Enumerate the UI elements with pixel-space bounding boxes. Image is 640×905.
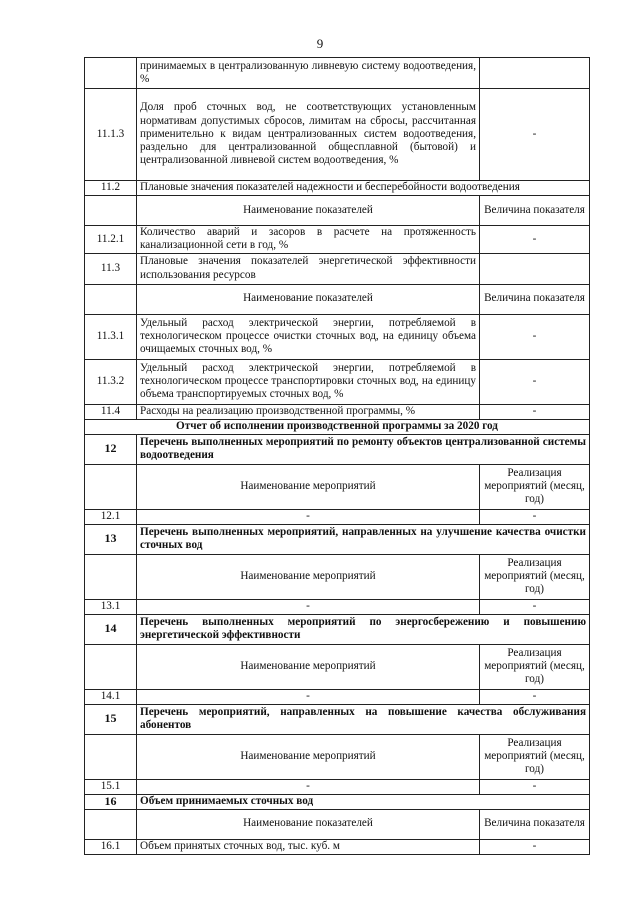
table-row — [85, 58, 590, 89]
column-header-row — [85, 734, 590, 779]
section-title: Перечень выполненных мероприятий по ремонту объектов централизованной системы водоотведения — [137, 434, 590, 464]
row-text: Удельный расход электрической энергии, потребляемой в технологическом процессе очистки сточных вод, на единицу объема очищаемых сточных вод, % — [137, 314, 480, 359]
table-row — [85, 89, 590, 181]
report-title-row — [85, 419, 590, 434]
section-row — [85, 524, 590, 554]
row-text: Плановые значения показателей энергетической эффективности использования ресурсов — [137, 253, 480, 284]
section-number: 13 — [85, 524, 137, 554]
row-value: - — [480, 509, 590, 524]
column-header-row — [85, 284, 590, 314]
row-number: 16.1 — [85, 839, 137, 854]
table-row — [85, 359, 590, 404]
row-number: 11.3.2 — [85, 359, 137, 404]
section-title: Перечень мероприятий, направленных на повышение качества обслуживания абонентов — [137, 704, 590, 734]
row-text: Плановые значения показателей надежности и бесперебойности водоотведения — [137, 181, 590, 196]
row-number: 12.1 — [85, 509, 137, 524]
row-number: 14.1 — [85, 689, 137, 704]
table-row — [85, 689, 590, 704]
row-value: - — [480, 599, 590, 614]
row-text: принимаемых в централизованную ливневую систему водоотведения, % — [137, 58, 480, 89]
column-header-name: Наименование мероприятий — [137, 734, 480, 779]
row-value: - — [480, 779, 590, 794]
row-text: Расходы на реализацию производственной программы, % — [137, 404, 480, 419]
row-text: Количество аварий и засоров в расчете на протяженность канализационной сети в год, % — [137, 226, 480, 254]
column-header-name: Наименование мероприятий — [137, 644, 480, 689]
row-value — [480, 58, 590, 89]
section-number: 15 — [85, 704, 137, 734]
table-row — [85, 779, 590, 794]
row-number: 11.2 — [85, 181, 137, 196]
column-header-name: Наименование показателей — [137, 284, 480, 314]
column-header-name: Наименование мероприятий — [137, 554, 480, 599]
column-header-value: Величина показателя — [480, 284, 590, 314]
row-value: - — [480, 314, 590, 359]
row-text: - — [137, 779, 480, 794]
row-text: Доля проб сточных вод, не соответствующих установленным нормативам допустимых сбросов, лимитам на сбросы, рассчитанная применительно к видам централизованных систем водоотведения, раздельно для централизованной общесплавной (бытовой) и централизованной ливневой систем водоотведения, % — [137, 89, 480, 181]
column-header-name: Наименование показателей — [137, 196, 480, 226]
row-number: 11.2.1 — [85, 226, 137, 254]
row-value: - — [480, 226, 590, 254]
column-header-name: Наименование мероприятий — [137, 464, 480, 509]
column-header-row — [85, 196, 590, 226]
column-header-value: Реализация мероприятий (месяц, год) — [480, 554, 590, 599]
column-header-row — [85, 809, 590, 839]
row-value: - — [480, 359, 590, 404]
row-text: - — [137, 599, 480, 614]
table-row — [85, 226, 590, 254]
column-header-name: Наименование показателей — [137, 809, 480, 839]
column-header-value: Реализация мероприятий (месяц, год) — [480, 734, 590, 779]
column-header-value: Величина показателя — [480, 809, 590, 839]
column-header-value: Величина показателя — [480, 196, 590, 226]
section-row — [85, 434, 590, 464]
report-title: Отчет об исполнении производственной программы за 2020 год — [85, 419, 590, 434]
row-text: Удельный расход электрической энергии, потребляемой в технологическом процессе транспортировки сточных вод, на единицу объема транспортируемых сточных вод, % — [137, 359, 480, 404]
section-title: Перечень выполненных мероприятий, направленных на улучшение качества очистки сточных вод — [137, 524, 590, 554]
table-row — [85, 839, 590, 854]
section-number: 16 — [85, 794, 137, 809]
column-header-row — [85, 644, 590, 689]
table-row — [85, 253, 590, 284]
row-value: - — [480, 89, 590, 181]
section-row — [85, 614, 590, 644]
row-number — [85, 58, 137, 89]
table-row — [85, 509, 590, 524]
table-row — [85, 314, 590, 359]
section-row — [85, 794, 590, 809]
table-row — [85, 181, 590, 196]
row-value: - — [480, 839, 590, 854]
row-number: 15.1 — [85, 779, 137, 794]
section-title: Объем принимаемых сточных вод — [137, 794, 590, 809]
table-row — [85, 404, 590, 419]
column-header-value: Реализация мероприятий (месяц, год) — [480, 644, 590, 689]
row-text: Объем принятых сточных вод, тыс. куб. м — [137, 839, 480, 854]
row-value: - — [480, 689, 590, 704]
row-text: - — [137, 689, 480, 704]
column-header-value: Реализация мероприятий (месяц, год) — [480, 464, 590, 509]
table-row — [85, 599, 590, 614]
section-number: 12 — [85, 434, 137, 464]
section-number: 14 — [85, 614, 137, 644]
column-header-row — [85, 464, 590, 509]
row-text: - — [137, 509, 480, 524]
row-number: 11.3.1 — [85, 314, 137, 359]
row-number: 11.1.3 — [85, 89, 137, 181]
row-value — [480, 253, 590, 284]
section-row — [85, 704, 590, 734]
column-header-row — [85, 554, 590, 599]
page-number: 9 — [316, 36, 324, 51]
indicators-table — [84, 57, 590, 855]
row-number: 11.3 — [85, 253, 137, 284]
row-value: - — [480, 404, 590, 419]
row-number: 11.4 — [85, 404, 137, 419]
row-number: 13.1 — [85, 599, 137, 614]
section-title: Перечень выполненных мероприятий по энергосбережению и повышению энергетической эффективности — [137, 614, 590, 644]
